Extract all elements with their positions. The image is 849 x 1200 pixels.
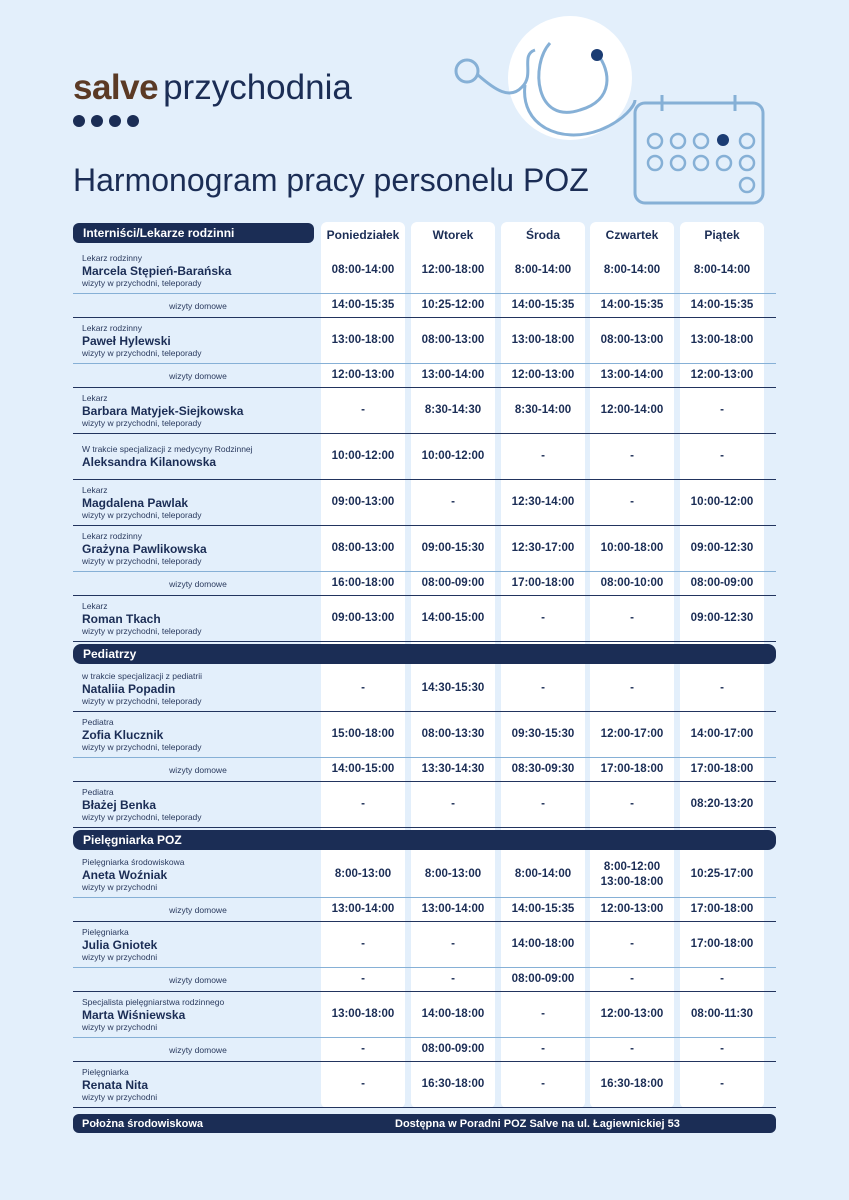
time-cell-wtorek: 14:30-15:30 bbox=[421, 682, 485, 694]
staff-note: wizyty w przychodni, teleporady bbox=[82, 741, 202, 752]
footer-label: Położna środowiskowa bbox=[82, 1117, 204, 1130]
time-cell-wtorek: - bbox=[451, 496, 455, 508]
sub-label-wrap: wizyty domowe bbox=[169, 370, 227, 381]
staff-note: wizyty w przychodni, teleporady bbox=[82, 625, 202, 636]
staff-role: w trakcie specjalizacji z pediatrii bbox=[82, 670, 202, 681]
time-cell-poniedziałek: 14:00-15:00 bbox=[331, 763, 395, 775]
home-visits-row bbox=[73, 1038, 776, 1062]
time-cell-środa: 8:00-14:00 bbox=[514, 868, 572, 880]
time-cell-piątek: 10:25-17:00 bbox=[690, 868, 754, 880]
time-cell-czwartek: 08:00-13:00 bbox=[600, 334, 664, 346]
staff-note: wizyty w przychodni bbox=[82, 881, 158, 892]
time-cell-czwartek: - bbox=[630, 1043, 634, 1055]
staff-info bbox=[73, 922, 314, 967]
section-header bbox=[73, 644, 776, 666]
time-cell-piątek: 12:00-13:00 bbox=[690, 369, 754, 381]
time-cell-środa: - bbox=[541, 1043, 545, 1055]
time-cell-wtorek: 13:00-14:00 bbox=[421, 369, 485, 381]
time-cell-piątek: - bbox=[720, 1043, 724, 1055]
time-cell-wtorek: 14:00-15:00 bbox=[421, 612, 485, 624]
time-cell-środa: 08:30-09:30 bbox=[511, 763, 575, 775]
time-cell-czwartek: - bbox=[630, 612, 634, 624]
staff-name: Aleksandra Kilanowska bbox=[82, 455, 217, 469]
time-cell-piątek: - bbox=[720, 450, 724, 462]
staff-row bbox=[73, 712, 776, 758]
staff-info bbox=[73, 318, 314, 363]
time-cell-środa: 12:30-14:00 bbox=[511, 496, 575, 508]
time-cell-piątek: - bbox=[720, 1078, 724, 1090]
staff-row bbox=[73, 596, 776, 642]
logo-salve: salve bbox=[73, 68, 159, 107]
time-cell-wtorek: 09:00-15:30 bbox=[421, 542, 485, 554]
home-visits-row bbox=[73, 294, 776, 318]
staff-note: wizyty w przychodni, teleporady bbox=[82, 347, 202, 358]
time-cell-środa: 08:00-09:00 bbox=[511, 973, 575, 985]
staff-role: Pielęgniarka środowiskowa bbox=[82, 856, 185, 867]
time-cell-czwartek: 16:30-18:00 bbox=[600, 1078, 664, 1090]
day-header-4: Czwartek bbox=[605, 228, 659, 242]
time-cell-środa: 14:00-18:00 bbox=[511, 938, 575, 950]
staff-info bbox=[73, 480, 314, 525]
staff-info bbox=[73, 434, 314, 479]
time-cell-poniedziałek: 16:00-18:00 bbox=[331, 577, 395, 589]
time-cell-piątek: 10:00-12:00 bbox=[690, 496, 754, 508]
staff-name: Marta Wiśniewska bbox=[82, 1007, 186, 1022]
home-visits-row bbox=[73, 898, 776, 922]
time-cell-piątek: 08:20-13:20 bbox=[690, 798, 754, 810]
time-cell-wtorek: 10:25-12:00 bbox=[421, 299, 485, 311]
time-cell-środa: - bbox=[541, 798, 545, 810]
staff-row bbox=[73, 782, 776, 828]
time-cell-czwartek: 14:00-15:35 bbox=[600, 299, 664, 311]
group-label: Interniści/Lekarze rodzinni bbox=[73, 223, 314, 243]
staff-note: wizyty w przychodni, teleporady bbox=[82, 811, 202, 822]
time-cell-czwartek: 17:00-18:00 bbox=[600, 763, 664, 775]
time-cell-czwartek: - bbox=[630, 496, 634, 508]
time-cell-poniedziałek: - bbox=[361, 682, 365, 694]
home-visits-row bbox=[73, 758, 776, 782]
staff-role: Lekarz bbox=[82, 484, 108, 495]
staff-note: wizyty w przychodni, teleporady bbox=[82, 555, 202, 566]
staff-name: Paweł Hylewski bbox=[82, 333, 171, 348]
section-header bbox=[73, 830, 776, 852]
midwife-footer bbox=[73, 1114, 776, 1133]
time-cell-wtorek: 16:30-18:00 bbox=[421, 1078, 485, 1090]
staff-note: wizyty w przychodni bbox=[82, 1021, 158, 1032]
time-cell-wtorek: 08:00-09:00 bbox=[421, 1043, 485, 1055]
time-cell-piątek: 8:00-14:00 bbox=[693, 264, 751, 276]
staff-row bbox=[73, 992, 776, 1038]
table-header bbox=[73, 222, 776, 248]
time-cell-wtorek: - bbox=[451, 973, 455, 985]
time-cell-środa: - bbox=[541, 682, 545, 694]
staff-role: Lekarz rodzinny bbox=[82, 530, 143, 541]
staff-row bbox=[73, 388, 776, 434]
sub-label-wrap: wizyty domowe bbox=[169, 974, 227, 985]
staff-name: Julia Gniotek bbox=[82, 937, 158, 952]
staff-role: Lekarz rodzinny bbox=[82, 322, 143, 333]
time-cell-wtorek: 08:00-13:30 bbox=[421, 728, 485, 740]
page-title: Harmonogram pracy personelu POZ bbox=[73, 162, 589, 198]
sub-label-wrap: wizyty domowe bbox=[169, 578, 227, 589]
staff-note: wizyty w przychodni bbox=[82, 1091, 158, 1102]
time-cell-środa: - bbox=[541, 1008, 545, 1020]
time-cell-poniedziałek: - bbox=[361, 1043, 365, 1055]
staff-row bbox=[73, 318, 776, 364]
time-cell-czwartek: - bbox=[630, 682, 634, 694]
staff-info bbox=[73, 248, 314, 293]
time-cell-piątek: 14:00-17:00 bbox=[690, 728, 754, 740]
staff-role: Specjalista pielęgniarstwa rodzinnego bbox=[82, 996, 225, 1007]
time-cell-poniedziałek: - bbox=[361, 798, 365, 810]
staff-info bbox=[73, 388, 314, 433]
time-cell-poniedziałek: 13:00-18:00 bbox=[331, 1008, 395, 1020]
logo bbox=[73, 66, 352, 110]
time-cell-piątek: 08:00-11:30 bbox=[690, 1008, 754, 1020]
staff-name: Zofia Klucznik bbox=[82, 727, 164, 742]
staff-row bbox=[73, 666, 776, 712]
day-header-1: Poniedziałek bbox=[326, 228, 400, 242]
footer-text: Dostępna w Poradni POZ Salve na ul. Łagiewnickiej 53 bbox=[395, 1117, 680, 1130]
staff-info bbox=[73, 992, 314, 1037]
staff-name: Barbara Matyjek-Siejkowska bbox=[82, 403, 244, 418]
day-header-2: Wtorek bbox=[432, 228, 474, 242]
staff-note: wizyty w przychodni, teleporady bbox=[82, 277, 202, 288]
time-cell-czwartek: - bbox=[630, 938, 634, 950]
time-cell-czwartek: 12:00-14:00 bbox=[600, 404, 664, 416]
time-cell-środa: 12:30-17:00 bbox=[511, 542, 575, 554]
time-cell-piątek: - bbox=[720, 973, 724, 985]
home-visits-row bbox=[73, 364, 776, 388]
staff-name: Renata Nita bbox=[82, 1077, 149, 1092]
staff-row bbox=[73, 480, 776, 526]
time-cell-wtorek: 13:30-14:30 bbox=[421, 763, 485, 775]
time-cell-środa: 14:00-15:35 bbox=[511, 299, 575, 311]
time-cell-piątek: 17:00-18:00 bbox=[690, 763, 754, 775]
time-cell-wtorek: 13:00-14:00 bbox=[421, 903, 485, 915]
time-cell-wtorek: 12:00-18:00 bbox=[421, 264, 485, 276]
time-cell-czwartek: 12:00-13:00 bbox=[600, 903, 664, 915]
staff-note: wizyty w przychodni, teleporady bbox=[82, 509, 202, 520]
time-cell-piątek: 08:00-09:00 bbox=[690, 577, 754, 589]
time-cell-poniedziałek: 09:00-13:00 bbox=[331, 612, 395, 624]
time-cell-wtorek: 14:00-18:00 bbox=[421, 1008, 485, 1020]
staff-row bbox=[73, 248, 776, 294]
time-cell-poniedziałek: 15:00-18:00 bbox=[331, 728, 395, 740]
staff-name: Nataliia Popadin bbox=[82, 681, 176, 696]
day-header-3: Środa bbox=[525, 228, 560, 242]
staff-role: Pediatra bbox=[82, 786, 114, 797]
staff-name: Aneta Woźniak bbox=[82, 867, 168, 882]
group-label: Pediatrzy bbox=[73, 644, 776, 664]
time-cell-poniedziałek: 14:00-15:35 bbox=[331, 299, 395, 311]
staff-note: wizyty w przychodni, teleporady bbox=[82, 695, 202, 706]
sub-label-wrap: wizyty domowe bbox=[169, 300, 227, 311]
time-cell-czwartek: 12:00-17:00 bbox=[600, 728, 664, 740]
logo-dots bbox=[73, 115, 139, 127]
time-cell-wtorek: 08:00-09:00 bbox=[421, 577, 485, 589]
time-cell-piątek: 09:00-12:30 bbox=[690, 542, 754, 554]
time-cell-środa: - bbox=[541, 612, 545, 624]
time-cell-poniedziałek: 13:00-14:00 bbox=[331, 903, 395, 915]
time-cell-czwartek: 8:00-14:00 bbox=[603, 264, 661, 276]
staff-name: Błażej Benka bbox=[82, 797, 157, 812]
time-cell-piątek: 13:00-18:00 bbox=[690, 334, 754, 346]
staff-name: Roman Tkach bbox=[82, 611, 161, 626]
staff-note: wizyty w przychodni, teleporady bbox=[82, 417, 202, 428]
staff-info bbox=[73, 782, 314, 827]
staff-info bbox=[73, 852, 314, 897]
time-cell-piątek: 17:00-18:00 bbox=[690, 938, 754, 950]
day-header-5: Piątek bbox=[704, 228, 740, 242]
time-cell-wtorek: 10:00-12:00 bbox=[421, 450, 485, 462]
home-visits-row bbox=[73, 572, 776, 596]
time-cell-czwartek: - bbox=[630, 798, 634, 810]
time-cell-czwartek: - bbox=[630, 973, 634, 985]
staff-row bbox=[73, 1062, 776, 1108]
staff-note: wizyty w przychodni bbox=[82, 951, 158, 962]
sub-label-wrap: wizyty domowe bbox=[169, 904, 227, 915]
staff-info bbox=[73, 666, 314, 711]
time-cell-środa: - bbox=[541, 450, 545, 462]
time-cell-poniedziałek: 8:00-13:00 bbox=[334, 868, 392, 880]
time-cell-poniedziałek: 10:00-12:00 bbox=[331, 450, 395, 462]
time-cell-piątek: 09:00-12:30 bbox=[690, 612, 754, 624]
staff-role: Pielęgniarka bbox=[82, 926, 129, 937]
time-cell-poniedziałek: 08:00-13:00 bbox=[331, 542, 395, 554]
time-cell-czwartek: 08:00-10:00 bbox=[600, 577, 664, 589]
staff-name: Marcela Stępień-Barańska bbox=[82, 263, 232, 278]
staff-info bbox=[73, 526, 314, 571]
time-cell-czwartek: 12:00-13:00 bbox=[600, 1008, 664, 1020]
schedule-table bbox=[73, 222, 776, 1133]
staff-row bbox=[73, 434, 776, 480]
time-cell-środa: 14:00-15:35 bbox=[511, 903, 575, 915]
time-cell-wtorek: 08:00-13:00 bbox=[421, 334, 485, 346]
time-cell-wtorek: - bbox=[451, 798, 455, 810]
staff-info bbox=[73, 712, 314, 757]
sub-label-wrap: wizyty domowe bbox=[169, 1044, 227, 1055]
time-cell-poniedziałek: - bbox=[361, 404, 365, 416]
time-cell-środa: 8:30-14:00 bbox=[514, 404, 572, 416]
time-cell-piątek: 17:00-18:00 bbox=[690, 903, 754, 915]
time-cell-piątek: - bbox=[720, 682, 724, 694]
stethoscope-calendar-icon bbox=[450, 15, 770, 205]
time-cell-środa: - bbox=[541, 1078, 545, 1090]
staff-name: Magdalena Pawlak bbox=[82, 495, 189, 510]
staff-row bbox=[73, 852, 776, 898]
staff-name: Grażyna Pawlikowska bbox=[82, 541, 207, 556]
time-cell-poniedziałek: - bbox=[361, 973, 365, 985]
time-cell-poniedziałek: 09:00-13:00 bbox=[331, 496, 395, 508]
time-cell-wtorek: 8:00-13:00 bbox=[424, 868, 482, 880]
staff-role: Lekarz bbox=[82, 600, 108, 611]
staff-role: Lekarz rodzinny bbox=[82, 252, 143, 263]
time-cell-środa: 09:30-15:30 bbox=[511, 728, 575, 740]
time-cell-piątek: 14:00-15:35 bbox=[690, 299, 754, 311]
staff-role: Lekarz bbox=[82, 392, 108, 403]
staff-role: W trakcie specjalizacji z medycyny Rodzinnej bbox=[82, 444, 253, 454]
time-cell-poniedziałek: 08:00-14:00 bbox=[331, 264, 395, 276]
sub-label-wrap: wizyty domowe bbox=[169, 764, 227, 775]
time-cell-środa: 8:00-14:00 bbox=[514, 264, 572, 276]
time-cell-środa: 13:00-18:00 bbox=[511, 334, 575, 346]
logo-przychodnia: przychodnia bbox=[163, 68, 352, 107]
staff-info bbox=[73, 596, 314, 641]
time-cell-środa: 17:00-18:00 bbox=[511, 577, 575, 589]
staff-role: Pielęgniarka bbox=[82, 1066, 129, 1077]
time-cell-czwartek: - bbox=[630, 450, 634, 462]
time-cell-poniedziałek: - bbox=[361, 1078, 365, 1090]
time-cell-czwartek: 10:00-18:00 bbox=[600, 542, 664, 554]
time-cell-piątek: - bbox=[720, 404, 724, 416]
time-cell-środa: 12:00-13:00 bbox=[511, 369, 575, 381]
staff-info bbox=[73, 1062, 314, 1107]
staff-row bbox=[73, 526, 776, 572]
time-cell-wtorek: 8:30-14:30 bbox=[424, 404, 482, 416]
time-cell-czwartek: 8:00-12:00 13:00-18:00 bbox=[600, 860, 664, 888]
home-visits-row bbox=[73, 968, 776, 992]
time-cell-poniedziałek: - bbox=[361, 938, 365, 950]
time-cell-wtorek: - bbox=[451, 938, 455, 950]
time-cell-poniedziałek: 12:00-13:00 bbox=[331, 369, 395, 381]
staff-row bbox=[73, 922, 776, 968]
staff-role: Pediatra bbox=[82, 716, 114, 727]
time-cell-poniedziałek: 13:00-18:00 bbox=[331, 334, 395, 346]
time-cell-czwartek: 13:00-14:00 bbox=[600, 369, 664, 381]
group-label: Pielęgniarka POZ bbox=[73, 830, 776, 850]
